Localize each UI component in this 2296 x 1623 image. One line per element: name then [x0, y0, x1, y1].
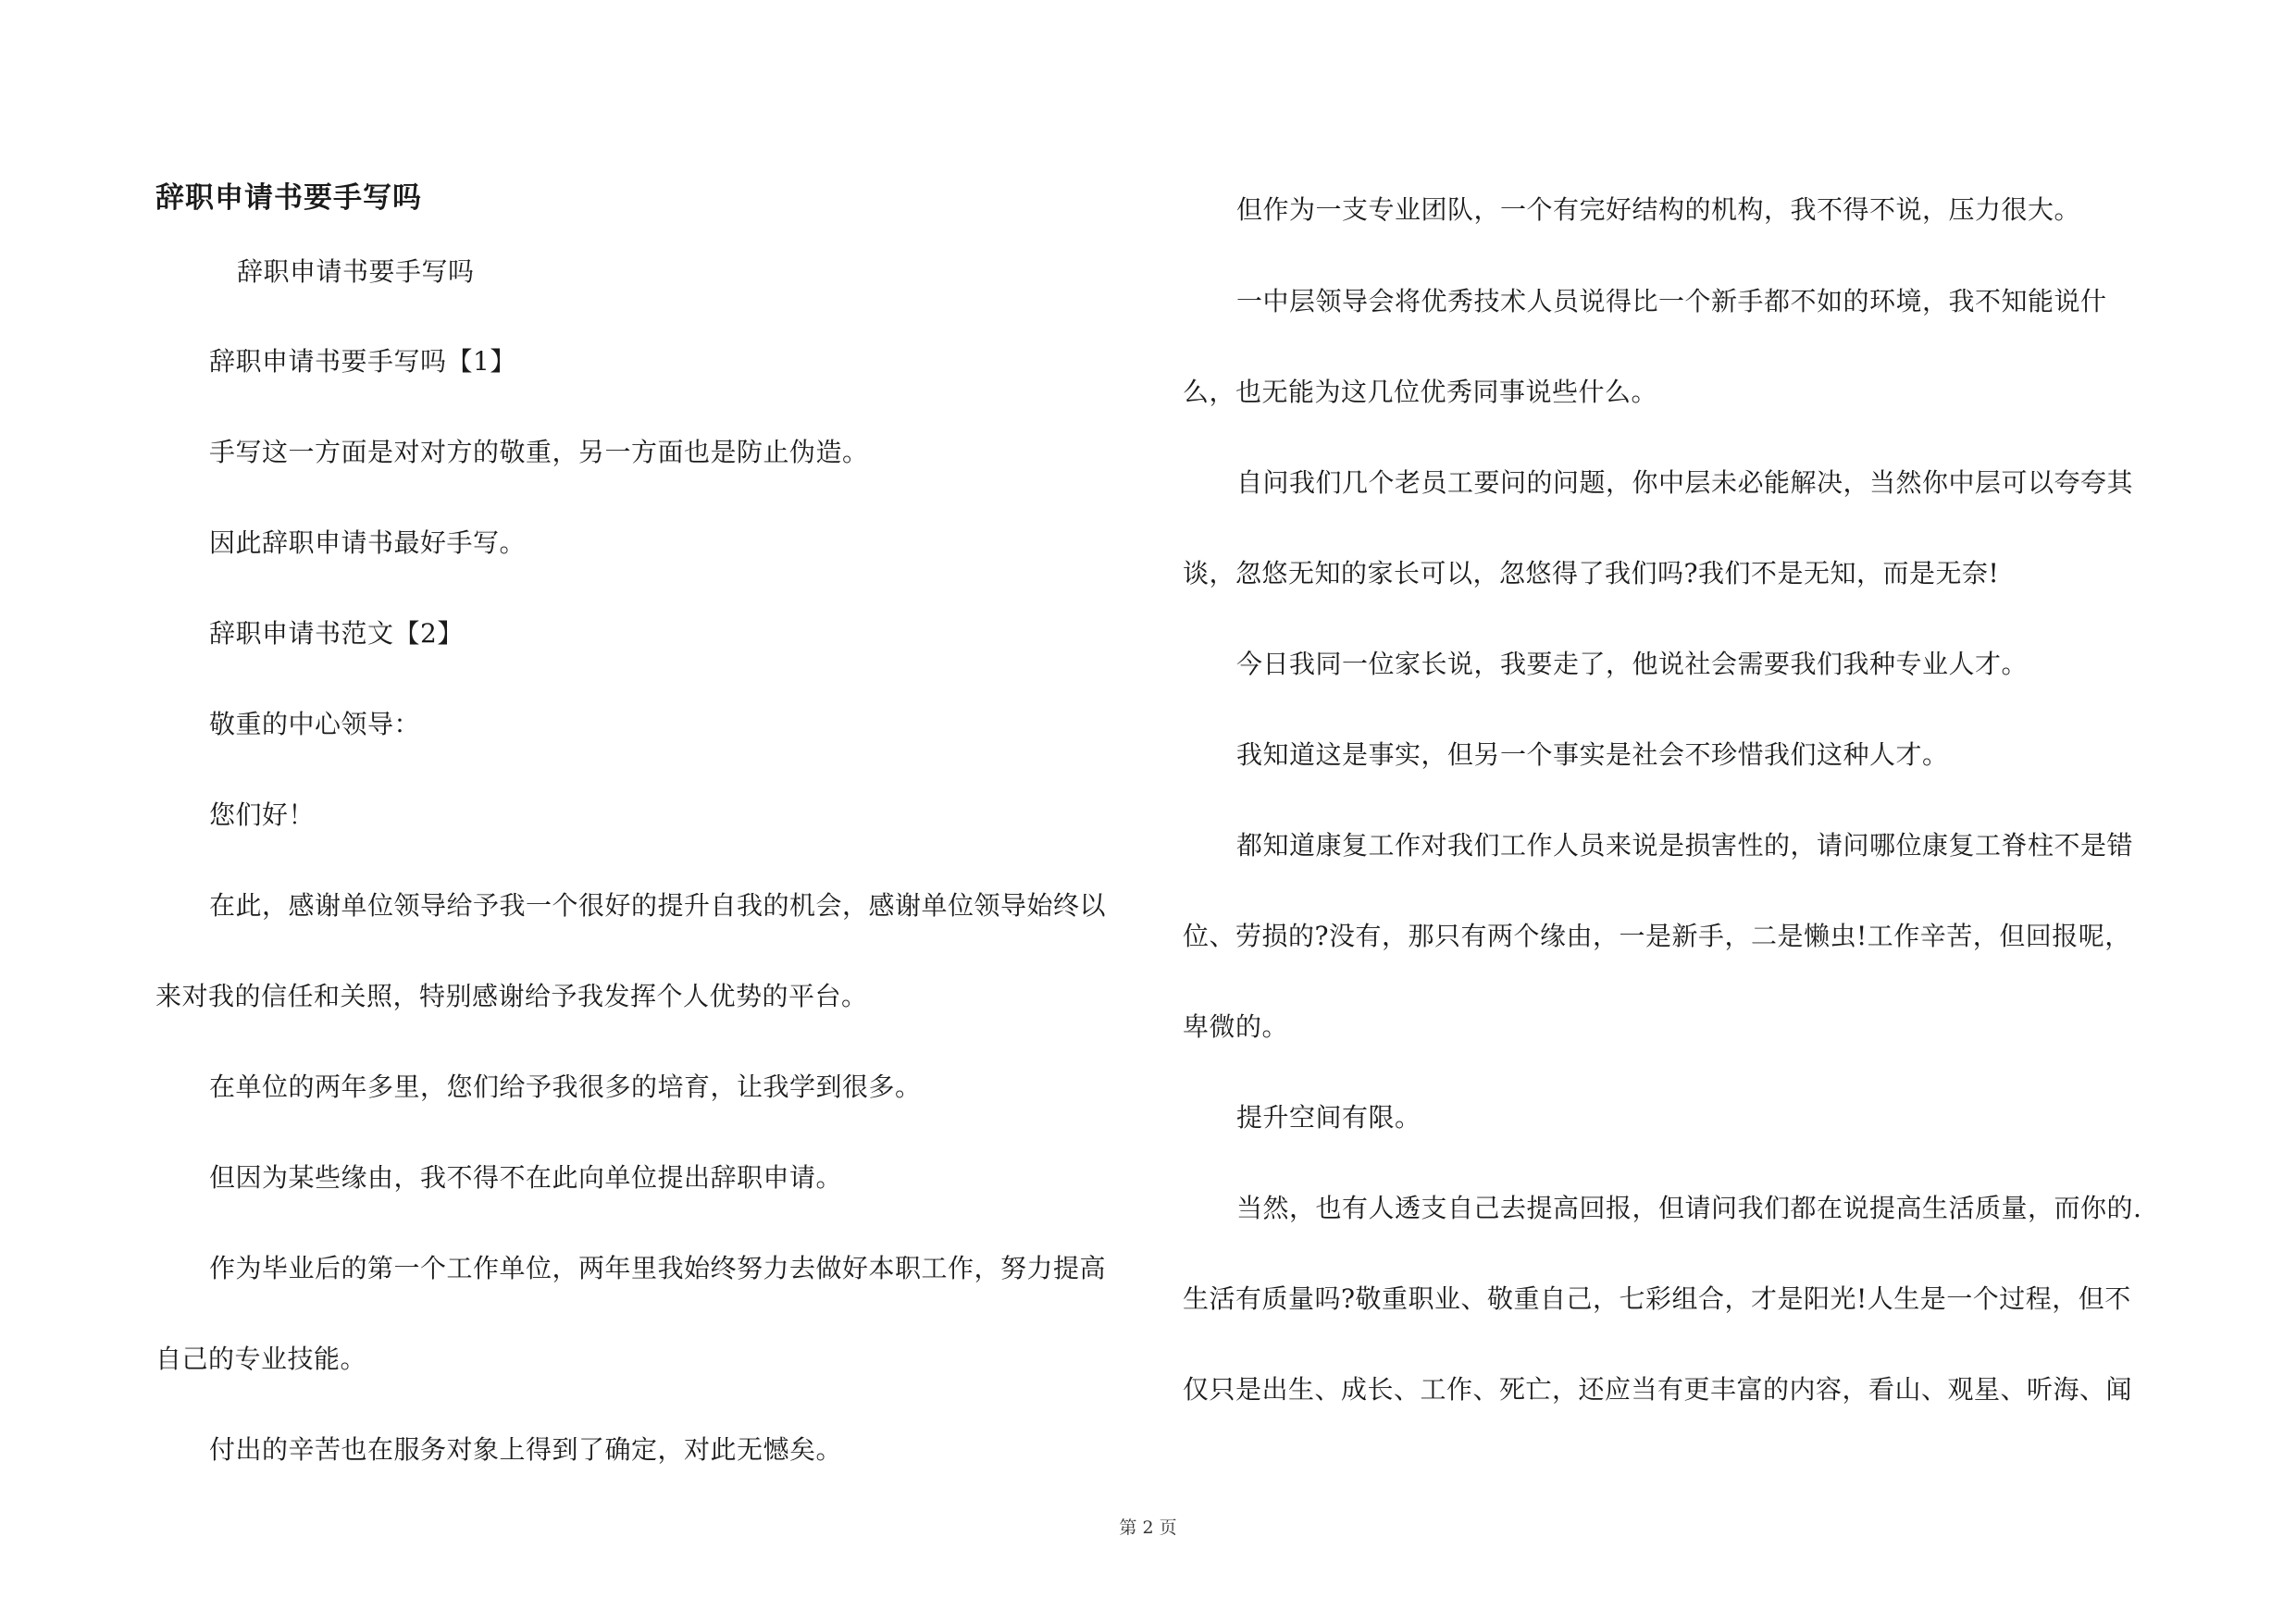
- paragraph-line: 作为毕业后的第一个工作单位，两年里我始终努力去做好本职工作，努力提高: [209, 1253, 1107, 1283]
- paragraph-line: 仅只是出生、成长、工作、死亡，还应当有更丰富的内容，看山、观星、听海、闻: [1183, 1374, 2133, 1405]
- paragraph-line: 因此辞职申请书最好手写。: [209, 527, 527, 558]
- paragraph-line: 谈，忽悠无知的家长可以，忽悠得了我们吗?我们不是无知，而是无奈!: [1183, 558, 2000, 588]
- paragraph-line: 来对我的信任和关照，特别感谢给予我发挥个人优势的平台。: [155, 981, 868, 1011]
- paragraph-line: 一中层领导会将优秀技术人员说得比一个新手都不如的环境，我不知能说什: [1236, 286, 2107, 316]
- paragraph-line: 手写这一方面是对对方的敬重，另一方面也是防止伪造。: [209, 437, 869, 467]
- paragraph-line: 么，也无能为这几位优秀同事说些什么。: [1183, 377, 1658, 407]
- paragraph-line: 位、劳损的?没有，那只有两个缘由，一是新手，二是懒虫!工作辛苦，但回报呢，: [1183, 921, 2131, 951]
- paragraph-line: 但作为一支专业团队，一个有完好结构的机构，我不得不说，压力很大。: [1236, 194, 2081, 225]
- paragraph-line: 敬重的中心领导：: [209, 709, 421, 739]
- page-number: 第 2 页: [1119, 1518, 1177, 1538]
- paragraph-line: 当然，也有人透支自己去提高回报，但请问我们都在说提高生活质量，而你的.: [1236, 1193, 2142, 1223]
- paragraph-line: 您们好！: [209, 799, 316, 830]
- paragraph-line: 在此，感谢单位领导给予我一个很好的提升自我的机会，感谢单位领导始终以: [209, 890, 1107, 921]
- paragraph-line: 自己的专业技能。: [155, 1344, 367, 1374]
- paragraph-line: 提升空间有限。: [1236, 1102, 1421, 1133]
- document-title: 辞职申请书要手写吗: [155, 181, 422, 215]
- paragraph-line: 卑微的。: [1183, 1011, 1289, 1042]
- paragraph-line: 生活有质量吗?敬重职业、敬重自己，七彩组合，才是阳光!人生是一个过程，但不: [1183, 1283, 2131, 1314]
- paragraph-line: 我知道这是事实，但另一个事实是社会不珍惜我们这种人才。: [1236, 739, 1949, 770]
- paragraph-line: 辞职申请书要手写吗【1】: [209, 346, 516, 377]
- paragraph-line: 付出的辛苦也在服务对象上得到了确定，对此无憾矣。: [209, 1434, 843, 1465]
- subtitle-line: 辞职申请书要手写吗: [237, 256, 475, 287]
- paragraph-line: 但因为某些缘由，我不得不在此向单位提出辞职申请。: [209, 1162, 843, 1193]
- paragraph-line: 在单位的两年多里，您们给予我很多的培育，让我学到很多。: [209, 1072, 922, 1102]
- paragraph-line: 今日我同一位家长说，我要走了，他说社会需要我们我种专业人才。: [1236, 649, 2029, 679]
- paragraph-line: 辞职申请书范文【2】: [209, 618, 464, 649]
- paragraph-line: 自问我们几个老员工要问的问题，你中层未必能解决，当然你中层可以夸夸其: [1236, 467, 2134, 498]
- paragraph-line: 都知道康复工作对我们工作人员来说是损害性的，请问哪位康复工脊柱不是错: [1236, 830, 2134, 861]
